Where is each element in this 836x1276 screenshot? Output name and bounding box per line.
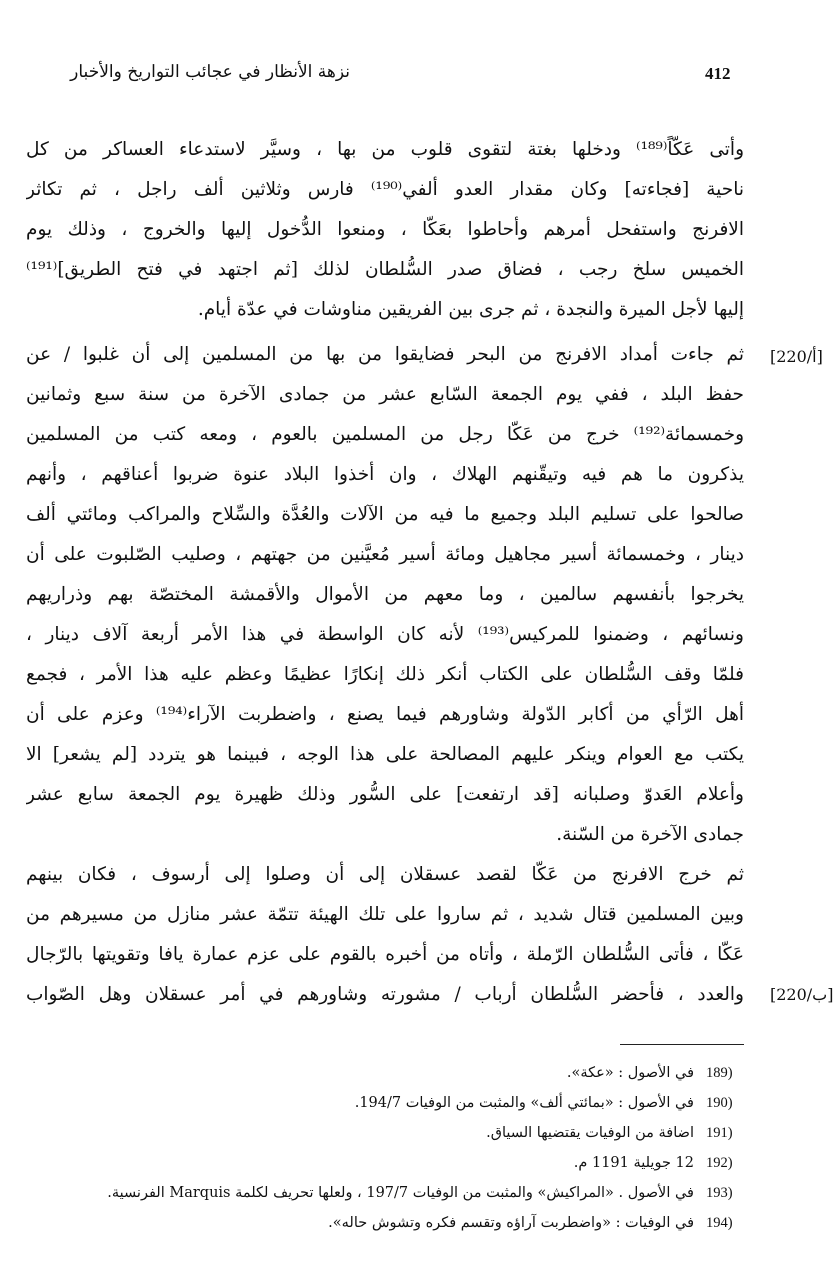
margin-folio-ref: [220/أ]: [770, 347, 823, 366]
footnote-text: في الوفيات : «واضطربت آراؤه وتقسم فكره وتشوش حاله».: [328, 1215, 694, 1231]
body-line: وبين المسلمين قتال شديد ، ثم ساروا على تلك الهيئة تتمّة عشر منازل من مسيرهم من: [26, 904, 744, 925]
body-line: يخرجوا بأنفسهم سالمين ، وما معهم من الأموال والأقمشة المختصّة بهم وذراريهم: [26, 584, 744, 605]
body-line: إليها لأجل الميرة والنجدة ، ثم جرى بين الفريقين مناوشات في عدّة أيام.: [197, 299, 744, 320]
body-line: ثم جاءت أمداد الافرنج من البحر فضايقوا من بها من المسلمين إلى أن غلبوا / عن: [26, 344, 744, 365]
body-line: وخمسمائة⁽¹⁹²⁾ خرج من عَكّا رجل من المسلمين بالعوم ، ومعه كتب من المسلمين: [26, 424, 744, 445]
footnote: [6, 1148, 746, 1178]
footnote-number: 193): [706, 1185, 733, 1201]
footnote-number: 191): [706, 1125, 733, 1141]
footnote-text: في الأصول . «المراكيش» والمثبت من الوفيات 197/7 ، ولعلها تحريف لكلمة Marquis الفرنسية.: [107, 1185, 694, 1201]
footnote: [6, 1208, 746, 1238]
footnote: [6, 1178, 746, 1208]
footnote: [6, 1088, 746, 1118]
body-line: حفظ البلد ، ففي يوم الجمعة السّابع عشر من جمادى الآخرة من سنة سبع وثمانين: [26, 384, 744, 405]
footnote-number: 190): [706, 1095, 733, 1111]
footnote: [6, 1058, 746, 1088]
body-line: صالحوا على تسليم البلد وجميع ما فيه من الآلات والعُدَّة والسِّلاح والمراكب ومائتي ألف: [26, 504, 744, 525]
footnote-text: اضافة من الوفيات يقتضيها السياق.: [486, 1125, 694, 1141]
body-line: الخميس سلخ رجب ، فضاق صدر السُّلطان لذلك [ثم اجتهد في فتح الطريق]⁽¹⁹¹⁾: [26, 259, 744, 280]
body-line: يكتب مع العوام وينكر عليهم المصالحة على هذا الوجه ، فبينما هو يتردد [لم يشعر] الا: [26, 744, 744, 765]
margin-folio-ref: [220/ب]: [770, 985, 834, 1004]
body-line: أهل الرّأي من أكابر الدّولة وشاورهم فيما يصنع ، واضطربت الآراء⁽¹⁹⁴⁾ وعزم على أن: [26, 704, 744, 725]
footnote-divider: [620, 1044, 744, 1045]
footnote-text: في الأصول : «عكة».: [566, 1065, 694, 1081]
running-title: نزهة الأنظار في عجائب التواريخ والأخبار: [70, 62, 350, 82]
body-line: ثم خرج الافرنج من عَكّا لقصد عسقلان إلى أن وصلوا إلى أرسوف ، فكان بينهم: [26, 864, 744, 885]
body-line: والعدد ، فأحضر السُّلطان أرباب / مشورته وشاورهم في أمر عسقلان وهل الصّواب: [26, 984, 744, 1005]
footnote-text: 12 جويلية 1191 م.: [573, 1155, 694, 1171]
page-number: 412: [705, 64, 731, 83]
body-line: عَكّا ، فأتى السُّلطان الرّملة ، وأتاه من أخبره بالقوم على عزم عمارة يافا وتقويتها بالرّجال: [26, 944, 744, 965]
body-line: جمادى الآخرة من السّنة.: [556, 824, 744, 845]
body-line: دينار ، وخمسمائة أسير مجاهيل ومائة أسير مُعيَّنين من جهتهم ، وصليب الصّلبوت على أن: [26, 544, 744, 565]
body-line: ونسائهم ، وضمنوا للمركيس⁽¹⁹³⁾ لأنه كان الواسطة في هذا الأمر أربعة آلاف دينار ،: [26, 624, 744, 645]
body-line: فلمّا وقف السُّلطان على الكتاب أنكر ذلك إنكارًا عظيمًا وعظم عليه هذا الأمر ، فجمع: [26, 664, 744, 685]
body-line: وأعلام العَدوّ وصلبانه [قد ارتفعت] على السُّور وذلك ظهيرة يوم الجمعة سابع عشر: [26, 784, 744, 805]
footnote-number: 194): [706, 1215, 733, 1231]
body-line: الافرنج واستفحل أمرهم وأحاطوا بعَكّا ، ومنعوا الدُّخول إليها والخروج ، وذلك يوم: [26, 219, 744, 240]
footnote-number: 192): [706, 1155, 733, 1171]
footnote-text: في الأصول : «بمائتي ألف» والمثبت من الوفيات 194/7.: [354, 1095, 694, 1111]
body-line: ناحية [فجاءته] وكان مقدار العدو ألفي⁽¹⁹⁰⁾ فارس وثلاثين ألف راجل ، ثم تكاثر: [26, 179, 744, 200]
footnote: [6, 1118, 746, 1148]
body-line: وأتى عَكّاً⁽¹⁸⁹⁾ ودخلها بغتة لتقوى قلوب من بها ، وسيَّر لاستدعاء العساكر من كل: [26, 139, 744, 160]
footnote-number: 189): [706, 1065, 733, 1081]
body-line: يذكرون ما هم فيه وتيقّنهم الهلاك ، وان أخذوا البلاد عنوة ضربوا أعناقهم ، وأنهم: [26, 464, 744, 485]
